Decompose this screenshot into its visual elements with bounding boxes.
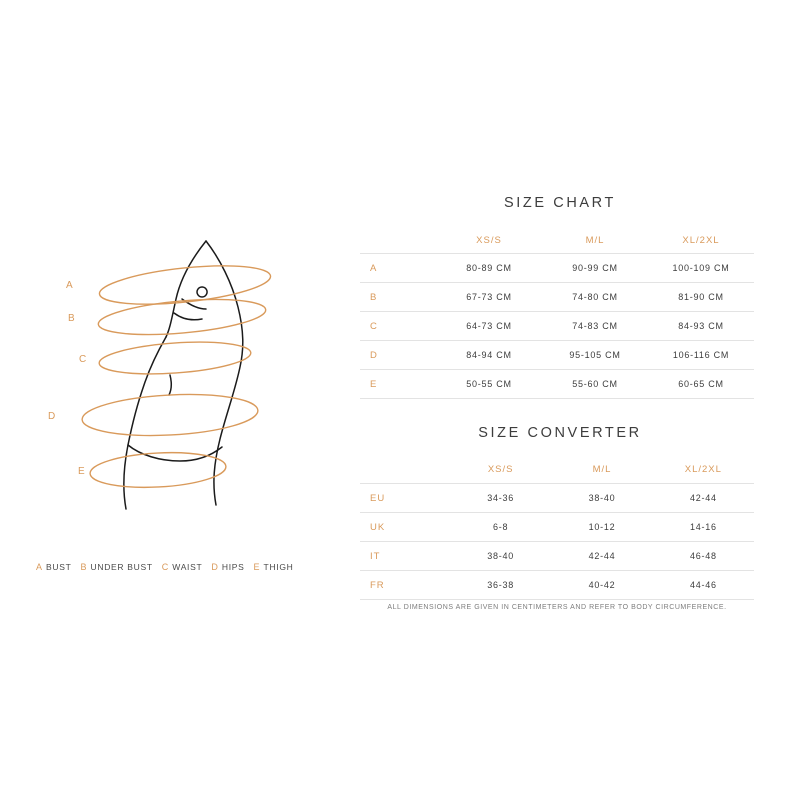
row-label: D: [370, 349, 378, 361]
col-head-xs-s: XS/S: [476, 234, 502, 246]
legend-item: [81, 562, 153, 572]
legend: [36, 562, 336, 572]
cell-value: 38-40: [588, 493, 616, 503]
col-head-xs-s: XS/S: [487, 463, 514, 475]
size-converter-body: [360, 484, 754, 600]
cell-value: 44-46: [689, 580, 717, 590]
cell-value: 74-83 CM: [572, 321, 618, 331]
row-label: E: [370, 378, 378, 390]
cell-value: 64-73 CM: [466, 321, 512, 331]
cell-value: 67-73 CM: [466, 292, 512, 302]
cell-value: 74-80 CM: [572, 292, 618, 302]
ring-label-c: C: [79, 354, 87, 365]
table-row: [360, 513, 754, 542]
ring-d: [81, 390, 259, 439]
table-header-row: [360, 455, 754, 484]
legend-key: B: [80, 562, 88, 572]
table-row: [360, 370, 754, 399]
cell-value: 10-12: [588, 522, 616, 532]
size-converter-title: SIZE CONVERTER: [478, 425, 642, 441]
cell-value: 60-65 CM: [678, 379, 724, 389]
cell-value: 84-94 CM: [466, 350, 512, 360]
col-head-m-l: M/L: [592, 463, 612, 475]
size-converter-head: [360, 455, 754, 484]
table-header-row: [360, 227, 754, 254]
legend-item: [162, 562, 203, 572]
cell-value: 84-93 CM: [678, 321, 724, 331]
table-row: [360, 254, 754, 283]
size-chart-body: [360, 254, 754, 399]
cell-value: 38-40: [487, 551, 515, 561]
col-head-m-l: M/L: [585, 234, 605, 246]
legend-label: WAIST: [172, 562, 203, 572]
legend-label: HIPS: [221, 562, 245, 572]
legend-label: THIGH: [263, 562, 294, 572]
ring-label-a: A: [66, 280, 73, 291]
size-converter-section: [360, 425, 760, 600]
body-measurement-figure: [30, 225, 340, 535]
cell-value: 36-38: [487, 580, 515, 590]
legend-label: BUST: [46, 562, 72, 572]
cell-value: 34-36: [487, 493, 515, 503]
cell-value: 95-105 CM: [569, 350, 621, 360]
tables-area: [360, 195, 760, 600]
ring-c: [98, 338, 252, 379]
size-converter-table: [360, 455, 754, 600]
row-label: IT: [370, 550, 381, 562]
row-label: EU: [370, 492, 386, 504]
table-row: [360, 283, 754, 312]
legend-label: UNDER BUST: [90, 562, 153, 572]
size-chart-head: [360, 227, 754, 254]
cell-value: 14-16: [689, 522, 717, 532]
ring-label-d: D: [48, 411, 56, 422]
cell-value: 50-55 CM: [466, 379, 512, 389]
cell-value: 42-44: [588, 551, 616, 561]
cell-value: 100-109 CM: [672, 263, 730, 273]
col-head-xl-2xl: XL/2XL: [682, 234, 720, 246]
row-label: C: [370, 320, 378, 332]
figure-svg: [30, 225, 340, 535]
ring-a: [98, 259, 273, 311]
ring-e: [89, 449, 227, 490]
table-row: [360, 312, 754, 341]
legend-key: E: [253, 562, 261, 572]
size-chart-title: SIZE CHART: [504, 195, 616, 211]
cell-value: 90-99 CM: [572, 263, 618, 273]
col-head-blank: [360, 227, 436, 254]
size-chart-table: [360, 227, 754, 399]
footnote: ALL DIMENSIONS ARE GIVEN IN CENTIMETERS AND REFER TO BODY CIRCUMFERENCE.: [387, 604, 727, 611]
cell-value: 42-44: [689, 493, 717, 503]
legend-item: [254, 562, 294, 572]
cell-value: 106-116 CM: [672, 350, 730, 360]
table-row: [360, 542, 754, 571]
cell-value: 81-90 CM: [678, 292, 724, 302]
cell-value: 6-8: [493, 522, 509, 532]
ring-label-b: B: [68, 313, 75, 324]
ring-labels: [48, 280, 86, 477]
legend-key: C: [161, 562, 169, 572]
row-label: B: [370, 291, 378, 303]
legend-item: [211, 562, 244, 572]
legend-key: D: [211, 562, 219, 572]
row-label: A: [370, 262, 378, 274]
cell-value: 46-48: [689, 551, 717, 561]
legend-key: A: [36, 562, 43, 572]
table-row: [360, 484, 754, 513]
legend-item: [36, 562, 72, 572]
table-row: [360, 571, 754, 600]
row-label: UK: [370, 521, 386, 533]
cell-value: 80-89 CM: [466, 263, 512, 273]
table-row: [360, 341, 754, 370]
col-head-blank: [360, 455, 450, 484]
ring-label-e: E: [78, 466, 85, 477]
cell-value: 40-42: [588, 580, 616, 590]
col-head-xl-2xl: XL/2XL: [684, 463, 722, 475]
row-label: FR: [370, 579, 385, 591]
cell-value: 55-60 CM: [572, 379, 618, 389]
